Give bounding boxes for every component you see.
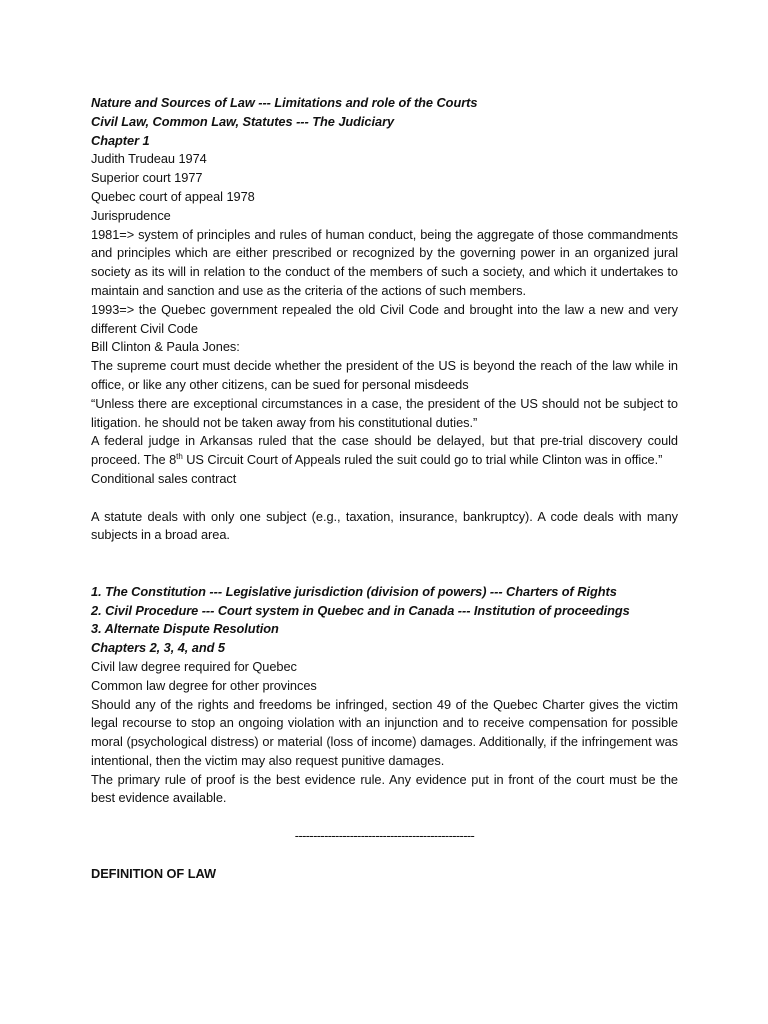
- line-superior-court: Superior court 1977: [91, 170, 203, 186]
- heading-chapter-1: Chapter 1: [91, 132, 150, 148]
- line-civil-law-degree: Civil law degree required for Quebec: [91, 658, 297, 674]
- line-conditional-sales: Conditional sales contract: [91, 470, 237, 486]
- paragraph-quote: “Unless there are exceptional circumstances in a case, the president of the US should not be subject to litigation. he should not be taken away from his constitutional duties.”: [91, 395, 678, 430]
- heading-nature-sources: Nature and Sources of Law --- Limitations and role of the Courts: [91, 95, 478, 110]
- paragraph-federal-judge: [91, 432, 678, 470]
- paragraph-supreme-court: The supreme court must decide whether the president of the US is beyond the reach of the law while in office, or like any other citizens, can be sued for personal misdeeds: [91, 358, 678, 392]
- heading-civil-common-law: Civil Law, Common Law, Statutes --- The Judiciary: [91, 113, 395, 129]
- federal-text-b: US Circuit Court of Appeals ruled the suit could go to trial while Clinton was in office.”: [182, 452, 663, 468]
- federal-text-a: A federal judge in Arkansas ruled that the case should be delayed, but that pre-trial discovery could proceed. The 8: [91, 433, 678, 468]
- paragraph-1993-civil-code: 1993=> the Quebec government repealed the old Civil Code and brought into the law a new and very different Civil Code: [91, 301, 678, 336]
- line-quebec-court-appeal: Quebec court of appeal 1978: [91, 188, 255, 204]
- heading-constitution: 1. The Constitution --- Legislative jurisdiction (division of powers) --- Charters of Rights: [91, 583, 617, 599]
- paragraph-rights-freedoms: Should any of the rights and freedoms be infringed, section 49 of the Quebec Charter gives the victim legal recourse to stop an ongoing violation with an injunction and to receive compensation for possible moral (psychological distress) or material (loss of income) damages. Additionally, if the infringement was intentional, then the victim may also request punitive damages.: [91, 696, 678, 768]
- heading-definition-of-law: DEFINITION OF LAW: [91, 865, 216, 881]
- line-clinton-jones: Bill Clinton & Paula Jones:: [91, 339, 240, 355]
- paragraph-statute-code: A statute deals with only one subject (e.g., taxation, insurance, bankruptcy). A code deals with many subjects in a broad area.: [91, 508, 678, 543]
- blank-line: [91, 489, 678, 508]
- paragraph-1981-definition: 1981=> system of principles and rules of human conduct, being the aggregate of those commandments and principles which are either prescribed or recognized by the governing power in an organized jural society as its will in relation to the conduct of the members of such a society, and which it undertakes to maintain and sanction and use as the criteria of the actions of such members.: [91, 226, 678, 298]
- line-jurisprudence: Jurisprudence: [91, 207, 171, 223]
- section-divider: -------------------------------------------------: [294, 828, 475, 844]
- line-judith-trudeau: Judith Trudeau 1974: [91, 151, 207, 167]
- federal-ordinal-suffix: th: [176, 452, 183, 462]
- blank-lines: [91, 545, 678, 583]
- heading-civil-procedure: 2. Civil Procedure --- Court system in Quebec and in Canada --- Institution of proceedings: [91, 602, 630, 618]
- document-page: [91, 94, 678, 883]
- heading-chapters-2-5: Chapters 2, 3, 4, and 5: [91, 640, 225, 656]
- paragraph-rule-of-proof: The primary rule of proof is the best evidence rule. Any evidence put in front of the court must be the best evidence available.: [91, 771, 678, 806]
- line-common-law-degree: Common law degree for other provinces: [91, 677, 317, 693]
- heading-adr: 3. Alternate Dispute Resolution: [91, 621, 279, 637]
